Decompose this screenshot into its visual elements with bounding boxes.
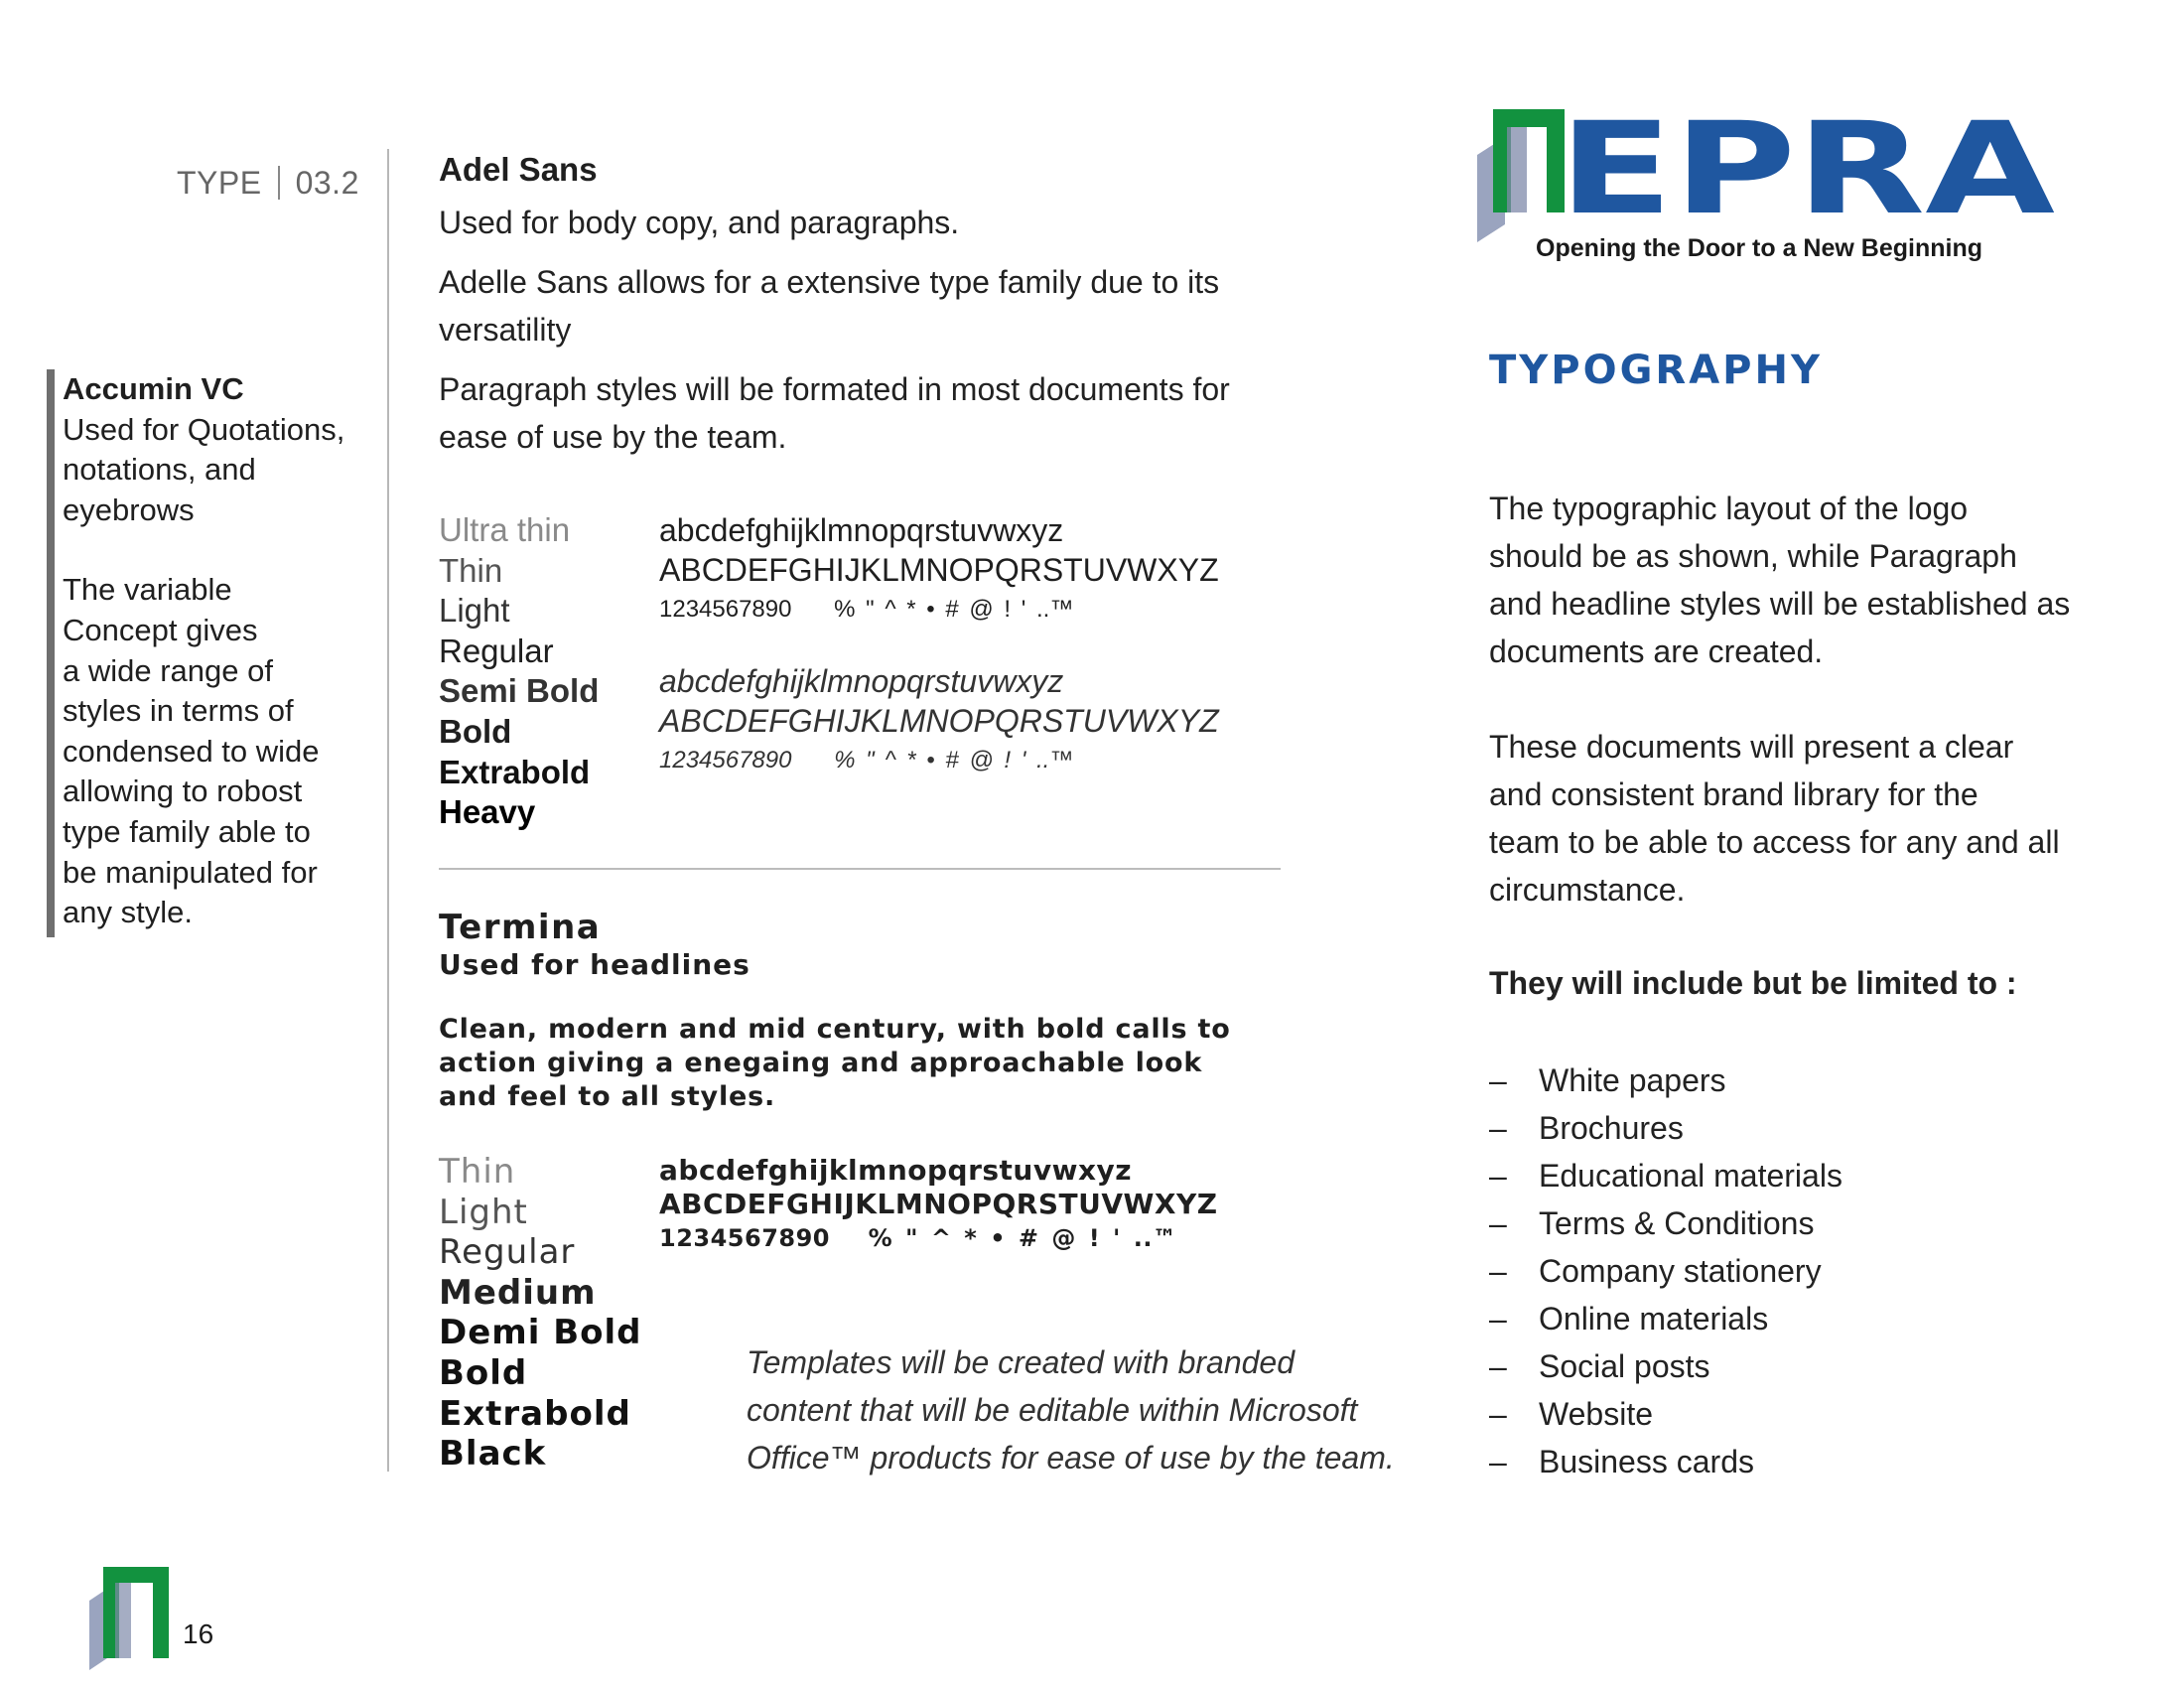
weight-demi-bold: Demi Bold	[439, 1313, 642, 1353]
sidebar-line: Concept gives	[63, 612, 258, 647]
text-line: Adelle Sans allows for a extensive type family due to its	[439, 264, 1220, 300]
list-item-label: White papers	[1539, 1062, 1726, 1098]
list-item	[1489, 1342, 1843, 1390]
list-item	[1489, 1104, 1843, 1152]
text-line: Clean, modern and mid century, with bold calls to	[439, 1014, 1231, 1045]
termina-usage: Used for headlines	[439, 948, 751, 981]
termina-title: Termina	[439, 908, 602, 947]
logo-wordmark: EPRA	[1559, 105, 2055, 243]
section-divider	[439, 868, 1281, 870]
dash-bullet: –	[1489, 1110, 1507, 1146]
list-item	[1489, 1295, 1843, 1342]
section-name: TYPE	[177, 165, 262, 201]
adel-specimen-regular	[659, 510, 1219, 630]
section-separator	[278, 166, 280, 200]
adel-sans-usage: Used for body copy, and paragraphs.	[439, 205, 960, 240]
specimen-numerals	[659, 1221, 1218, 1255]
weight-extrabold: Extrabold	[439, 753, 591, 790]
text-line: action giving a enegaing and approachable look	[439, 1048, 1203, 1078]
weight-light: Light	[439, 1192, 528, 1232]
text-line: and consistent brand library for the	[1489, 776, 1979, 812]
page-title: TYPOGRAPHY	[1489, 348, 1823, 393]
specimen-lowercase: abcdefghijklmnopqrstuvwxyz	[659, 1154, 1133, 1187]
page-number: 16	[183, 1618, 214, 1649]
sidebar-line: condensed to wide	[63, 733, 320, 769]
text-line: circumstance.	[1489, 872, 1686, 908]
dash-bullet: –	[1489, 1348, 1507, 1384]
list-item	[1489, 1199, 1843, 1247]
list-item-label: Brochures	[1539, 1110, 1684, 1146]
library-paragraph	[1489, 723, 2124, 914]
section-number: 03.2	[295, 165, 359, 201]
sidebar-line: any style.	[63, 895, 193, 930]
digits: 1234567890	[659, 1224, 830, 1252]
dash-bullet: –	[1489, 1205, 1507, 1241]
termina-weights-list	[439, 1152, 641, 1475]
sidebar-line: eyebrows	[63, 492, 195, 527]
text-line: team to be able to access for any and all	[1489, 824, 2060, 860]
specimen-uppercase: ABCDEFGHIJKLMNOPQRSTUVWXYZ	[659, 1188, 1218, 1220]
text-line: should be as shown, while Paragraph	[1489, 538, 2017, 574]
sidebar-line: notations, and	[63, 452, 256, 488]
list-item	[1489, 1438, 1843, 1485]
specimen-uppercase: ABCDEFGHIJKLMNOPQRSTUVWXYZ	[659, 552, 1219, 588]
dash-bullet: –	[1489, 1444, 1507, 1479]
sidebar-line: styles in terms of	[63, 693, 294, 729]
adel-weights-list	[439, 510, 599, 833]
list-item-label: Business cards	[1539, 1444, 1754, 1479]
text-line: ease of use by the team.	[439, 419, 787, 455]
list-item-label: Terms & Conditions	[1539, 1205, 1815, 1241]
termina-specimen	[659, 1154, 1218, 1255]
specimen-italic-numerals	[659, 741, 1219, 780]
sidebar-line: be manipulated for	[63, 854, 318, 890]
weight-semi-bold: Semi Bold	[439, 672, 600, 710]
document-types-list	[1489, 1056, 1843, 1485]
specimen-italic-uppercase: ABCDEFGHIJKLMNOPQRSTUVWXYZ	[659, 703, 1219, 739]
adel-sans-title: Adel Sans	[439, 151, 598, 188]
column-divider	[387, 149, 389, 1472]
sidebar-accent-bar	[47, 369, 55, 937]
specimen-numerals	[659, 590, 1219, 630]
digits: 1234567890	[659, 596, 792, 623]
list-item-label: Online materials	[1539, 1301, 1769, 1336]
text-line: Templates will be created with branded	[747, 1344, 1296, 1380]
logo-tagline: Opening the Door to a New Beginning	[1536, 234, 1982, 262]
termina-description	[439, 1013, 1312, 1114]
intro-paragraph	[1489, 485, 2124, 675]
template-note	[747, 1338, 1461, 1481]
text-line: and feel to all styles.	[439, 1081, 776, 1112]
weight-extrabold: Extrabold	[439, 1393, 631, 1434]
list-item	[1489, 1390, 1843, 1438]
list-item-label: Social posts	[1539, 1348, 1710, 1384]
list-heading: They will include but be limited to :	[1489, 965, 2017, 1001]
footer-door-panel	[115, 1583, 131, 1658]
weight-heavy: Heavy	[439, 793, 536, 831]
sidebar-note	[63, 369, 380, 933]
weight-light: Light	[439, 592, 510, 630]
specimen-italic-lowercase: abcdefghijklmnopqrstuvwxyz	[659, 663, 1064, 699]
sidebar-line: type family able to	[63, 813, 311, 849]
text-line: documents are created.	[1489, 633, 1824, 669]
sidebar-line: allowing to robost	[63, 774, 303, 809]
weight-thin: Thin	[439, 1152, 516, 1192]
text-line: The typographic layout of the logo	[1489, 491, 1969, 526]
weight-regular: Regular	[439, 632, 554, 669]
weight-black: Black	[439, 1434, 547, 1475]
symbols: % " ^ * • # @ ! ' ..™	[834, 596, 1074, 623]
symbols: % " ^ * • # @ ! ' ..™	[834, 747, 1074, 774]
text-line: These documents will present a clear	[1489, 729, 2014, 765]
list-item	[1489, 1247, 1843, 1295]
adel-sans-paragraph-note	[439, 365, 1332, 461]
footer-door-frame	[103, 1567, 169, 1658]
symbols: % " ^ * • # @ ! ' ..™	[868, 1224, 1177, 1252]
weight-thin: Thin	[439, 551, 503, 589]
dash-bullet: –	[1489, 1253, 1507, 1289]
sidebar-line: Used for Quotations,	[63, 411, 345, 447]
weight-bold: Bold	[439, 1352, 528, 1393]
text-line: Paragraph styles will be formated in most documents for	[439, 371, 1230, 407]
footer-door-icon	[89, 1567, 171, 1670]
text-line: versatility	[439, 312, 572, 348]
logo-door-panel	[1507, 127, 1527, 212]
weight-medium: Medium	[439, 1272, 597, 1313]
text-line: and headline styles will be established as	[1489, 586, 2071, 622]
sidebar-gap	[63, 530, 380, 570]
text-line: content that will be editable within Microsoft	[747, 1392, 1358, 1428]
sidebar-line: The variable	[63, 572, 232, 608]
text-line: Office™ products for ease of use by the team.	[747, 1440, 1395, 1476]
dash-bullet: –	[1489, 1062, 1507, 1098]
dash-bullet: –	[1489, 1301, 1507, 1336]
digits: 1234567890	[659, 747, 792, 774]
list-item-label: Company stationery	[1539, 1253, 1822, 1289]
section-label	[177, 165, 359, 202]
list-item-label: Website	[1539, 1396, 1654, 1432]
adel-sans-description	[439, 258, 1332, 353]
list-item	[1489, 1056, 1843, 1104]
weight-regular: Regular	[439, 1232, 576, 1273]
sidebar-title: Accumin VC	[63, 371, 244, 406]
adel-specimen-italic	[659, 661, 1219, 780]
specimen-lowercase: abcdefghijklmnopqrstuvwxyz	[659, 512, 1064, 548]
list-item	[1489, 1152, 1843, 1199]
logo-door-frame	[1493, 109, 1565, 212]
sidebar-line: a wide range of	[63, 652, 273, 688]
list-item-label: Educational materials	[1539, 1158, 1843, 1194]
dash-bullet: –	[1489, 1396, 1507, 1432]
dash-bullet: –	[1489, 1158, 1507, 1194]
weight-ultra-thin: Ultra thin	[439, 511, 571, 548]
weight-bold: Bold	[439, 712, 512, 750]
